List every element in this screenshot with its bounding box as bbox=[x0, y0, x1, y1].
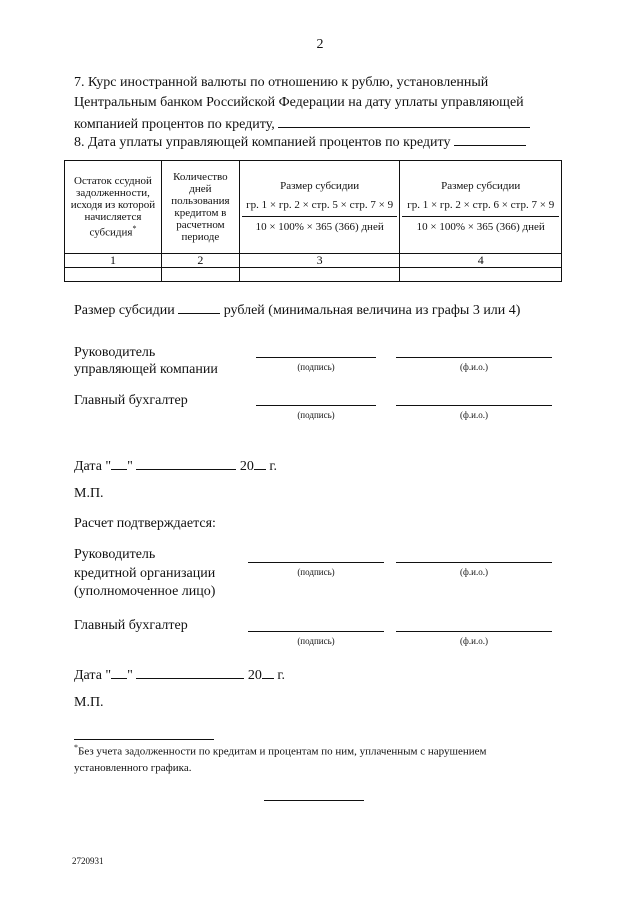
bank-accountant-label: Главный бухгалтер bbox=[74, 618, 188, 633]
mgmt-accountant-signature-line[interactable] bbox=[256, 405, 376, 406]
footnote-line-1: Без учета задолженности по кредитам и процентам по ним, уплаченным с нарушением bbox=[78, 745, 487, 758]
mgmt-accountant-label: Главный бухгалтер bbox=[74, 393, 188, 408]
footnote-asterisk: * bbox=[74, 743, 78, 752]
header-col-2: Количество дней пользования кредитом в расчетном периоде bbox=[161, 161, 239, 254]
mgmt-head-signature-line[interactable] bbox=[256, 357, 376, 358]
bank-accountant-name-line[interactable] bbox=[396, 631, 552, 632]
date-year-blank[interactable] bbox=[262, 665, 274, 679]
end-divider bbox=[264, 800, 364, 801]
mgmt-date-line bbox=[74, 456, 277, 476]
bank-head-signature-caption: (подпись) bbox=[297, 567, 335, 577]
exchange-rate-blank[interactable] bbox=[278, 114, 530, 128]
date-day-blank[interactable] bbox=[111, 456, 127, 470]
date-quote: " bbox=[127, 459, 133, 474]
column-number-4: 4 bbox=[400, 254, 562, 268]
mgmt-head-label-2: управляющей компании bbox=[74, 362, 218, 377]
mgmt-accountant-name-line[interactable] bbox=[396, 405, 552, 406]
mgmt-accountant-signature-caption: (подпись) bbox=[297, 410, 335, 420]
bank-seal-label: М.П. bbox=[74, 695, 104, 710]
header-col-1-text: Остаток ссудной задолженности, исходя из которой начисляется субсидия bbox=[70, 175, 156, 239]
date-day-blank[interactable] bbox=[111, 665, 127, 679]
footnote-mark: * bbox=[132, 224, 137, 234]
date-prefix: Дата " bbox=[74, 668, 112, 683]
item-7-line-1: 7. Курс иностранной валюты по отношению к рублю, установленный bbox=[74, 75, 489, 90]
date-suffix: г. bbox=[277, 668, 286, 683]
date-year: 20 bbox=[247, 668, 262, 683]
cell-subsidy-4[interactable] bbox=[400, 268, 562, 282]
footnote-text bbox=[74, 740, 560, 776]
cell-balance[interactable] bbox=[65, 268, 162, 282]
header-col-3-title: Размер субсидии bbox=[280, 180, 360, 192]
header-col-3 bbox=[239, 161, 400, 254]
payment-date-blank[interactable] bbox=[454, 132, 526, 146]
bank-head-name-caption: (ф.и.о.) bbox=[460, 567, 488, 577]
bank-date-line bbox=[74, 665, 285, 685]
column-number-2: 2 bbox=[161, 254, 239, 268]
column-number-3: 3 bbox=[239, 254, 400, 268]
footnote-line-2: установленного графика. bbox=[74, 761, 192, 774]
table-data-row bbox=[65, 268, 562, 282]
page-number: 2 bbox=[316, 37, 324, 52]
header-col-4-title: Размер субсидии bbox=[441, 180, 521, 192]
item-8-line bbox=[74, 132, 526, 152]
header-col-3-denominator: 10 × 100% × 365 (366) дней bbox=[255, 221, 384, 233]
bank-head-name-line[interactable] bbox=[396, 562, 552, 563]
mgmt-head-label-1: Руководитель bbox=[74, 345, 156, 360]
header-col-1 bbox=[65, 161, 162, 254]
date-month-blank[interactable] bbox=[136, 665, 244, 679]
fraction-line bbox=[402, 216, 559, 217]
item-7-line-3-text: компанией процентов по кредиту, bbox=[74, 117, 275, 132]
item-7-line-2: Центральным банком Российской Федерации на дату уплаты управляющей bbox=[74, 95, 524, 110]
subsidy-amount-line bbox=[74, 300, 520, 320]
mgmt-accountant-name-caption: (ф.и.о.) bbox=[460, 410, 488, 420]
header-col-4-denominator: 10 × 100% × 365 (366) дней bbox=[416, 221, 545, 233]
mgmt-seal-label: М.П. bbox=[74, 486, 104, 501]
header-col-3-numerator: гр. 1 × гр. 2 × стр. 5 × стр. 7 × 9 bbox=[246, 199, 394, 211]
subsidy-amount-blank[interactable] bbox=[178, 300, 220, 314]
column-number-1: 1 bbox=[65, 254, 162, 268]
date-year-blank[interactable] bbox=[254, 456, 266, 470]
mgmt-head-name-caption: (ф.и.о.) bbox=[460, 362, 488, 372]
bank-head-label-2: кредитной организации bbox=[74, 566, 216, 581]
mgmt-head-name-line[interactable] bbox=[396, 357, 552, 358]
subsidy-suffix: рублей (минимальная величина из графы 3 или 4) bbox=[223, 303, 521, 318]
bank-head-label-3: (уполномоченное лицо) bbox=[74, 584, 216, 599]
date-month-blank[interactable] bbox=[136, 456, 236, 470]
confirmation-text: Расчет подтверждается: bbox=[74, 516, 216, 531]
date-year: 20 bbox=[239, 459, 254, 474]
header-col-4 bbox=[400, 161, 562, 254]
mgmt-head-signature-caption: (подпись) bbox=[297, 362, 335, 372]
date-prefix: Дата " bbox=[74, 459, 112, 474]
fraction-line bbox=[242, 216, 398, 217]
bank-accountant-signature-caption: (подпись) bbox=[297, 636, 335, 646]
bank-head-signature-line[interactable] bbox=[248, 562, 384, 563]
item-8-text: 8. Дата уплаты управляющей компанией процентов по кредиту bbox=[74, 135, 451, 150]
bank-head-label-1: Руководитель bbox=[74, 547, 156, 562]
item-7-line-3 bbox=[74, 114, 530, 134]
table-number-row bbox=[65, 254, 562, 268]
subsidy-prefix: Размер субсидии bbox=[74, 303, 175, 318]
subsidy-table bbox=[64, 160, 562, 282]
date-suffix: г. bbox=[269, 459, 278, 474]
bank-accountant-signature-line[interactable] bbox=[248, 631, 384, 632]
date-quote: " bbox=[127, 668, 133, 683]
header-col-4-numerator: гр. 1 × гр. 2 × стр. 6 × стр. 7 × 9 bbox=[407, 199, 555, 211]
bank-accountant-name-caption: (ф.и.о.) bbox=[460, 636, 488, 646]
table-header-row bbox=[65, 161, 562, 254]
cell-subsidy-3[interactable] bbox=[239, 268, 400, 282]
document-code: 2720931 bbox=[72, 856, 104, 866]
cell-days[interactable] bbox=[161, 268, 239, 282]
